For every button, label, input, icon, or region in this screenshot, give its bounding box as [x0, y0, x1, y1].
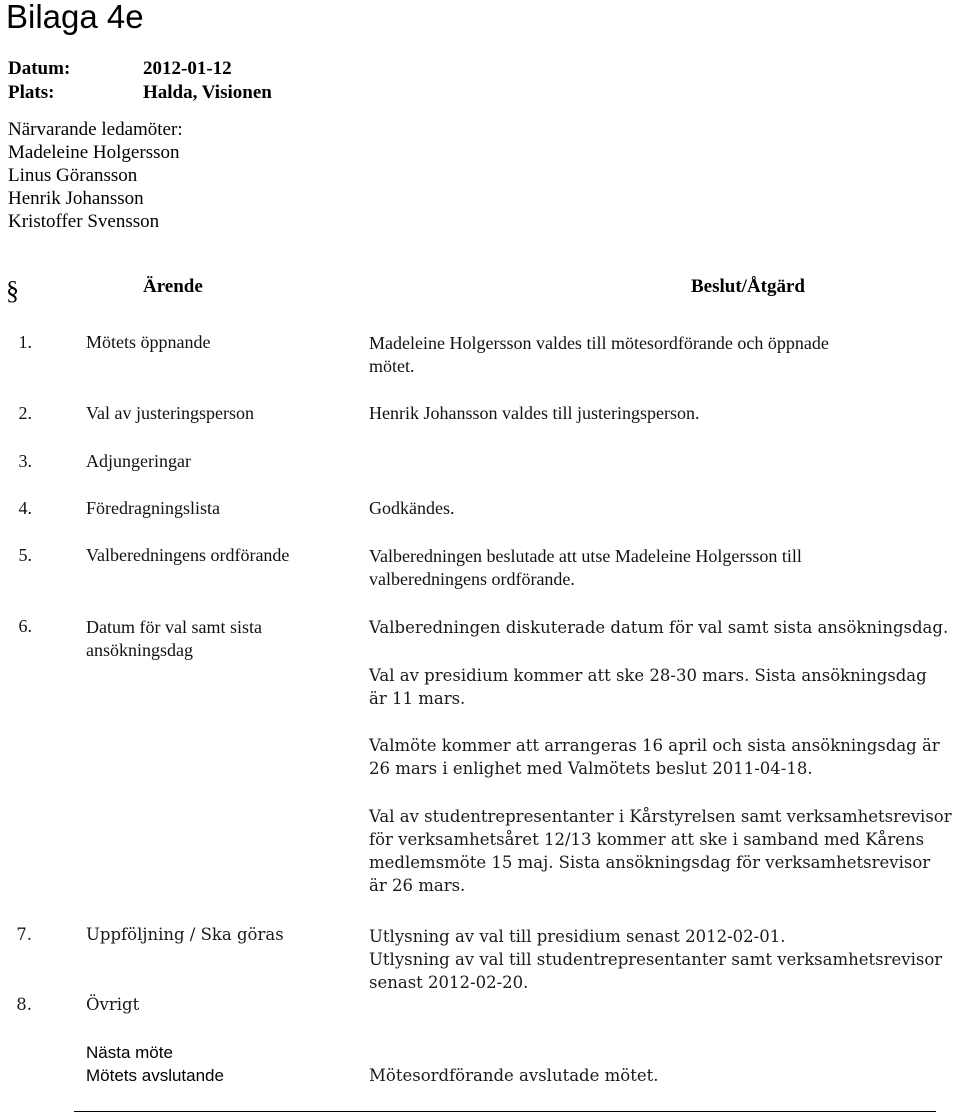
adjournment-label: Mötets avslutande [86, 1066, 224, 1085]
item-matter: Övrigt [86, 995, 140, 1014]
bottom-divider [74, 1111, 936, 1112]
item-matter: Föredragningslista [86, 498, 220, 518]
item-decision: Valberedningen beslutade att utse Madeleine Holgersson till valberedningens ordförande. [369, 546, 802, 589]
member-name: Henrik Johansson [8, 188, 144, 209]
item-matter: Datum för val samt sista ansökningsdag [86, 617, 262, 660]
member-name: Linus Göransson [8, 165, 138, 186]
item-decision: Utlysning av val till presidium senast 2012-02-01. Utlysning av val till studentrepresentanter samt verksamhetsrevisor senast 2012-02-20. [369, 927, 943, 992]
item-number: 3. [18, 451, 32, 471]
place-value: Halda, Visionen [143, 82, 272, 103]
members-heading: Närvarande ledamöter: [8, 119, 183, 140]
item-decision: Godkändes. [369, 498, 455, 518]
place-label: Plats: [8, 82, 55, 103]
item-matter: Uppföljning / Ska göras [86, 925, 284, 944]
item-decision: Valmöte kommer att arrangeras 16 april och sista ansökningsdag är 26 mars i enlighet med Valmötets beslut 2011-04-18. [369, 736, 940, 778]
item-number: 4. [18, 498, 32, 518]
section-symbol: § [6, 276, 19, 305]
item-number: 5. [18, 545, 32, 565]
item-number: 7. [16, 925, 32, 944]
item-number: 8. [16, 995, 32, 1014]
date-value: 2012-01-12 [143, 58, 232, 79]
next-meeting-label: Nästa möte [86, 1043, 173, 1062]
item-number: 1. [18, 332, 32, 352]
item-decision: Henrik Johansson valdes till justeringsperson. [369, 403, 700, 423]
item-decision: Valberedningen diskuterade datum för val samt sista ansökningsdag. [369, 618, 949, 637]
item-decision: Val av presidium kommer att ske 28-30 mars. Sista ansökningsdag är 11 mars. [369, 666, 927, 708]
item-matter: Adjungeringar [86, 451, 191, 471]
document-title: Bilaga 4e [6, 0, 144, 35]
item-number: 2. [18, 403, 32, 423]
item-matter: Mötets öppnande [86, 332, 211, 352]
column-header-decision: Beslut/Åtgärd [691, 276, 805, 297]
item-matter: Valberedningens ordförande [86, 545, 290, 565]
item-decision: Val av studentrepresentanter i Kårstyrelsen samt verksamhetsrevisor för verksamhetsåret 12/13 kommer att ske i samband med Kårens medlemsmöte 15 maj. Sista ansökningsdag för verksamhetsrevisor är 26 mars. [369, 807, 952, 895]
adjournment-decision: Mötesordförande avslutade mötet. [369, 1066, 659, 1085]
column-header-matter: Ärende [143, 276, 203, 297]
member-name: Madeleine Holgersson [8, 142, 180, 163]
item-number: 6. [18, 616, 32, 636]
member-name: Kristoffer Svensson [8, 211, 160, 232]
item-matter: Val av justeringsperson [86, 403, 254, 423]
date-label: Datum: [8, 58, 71, 79]
item-decision: Madeleine Holgersson valdes till mötesordförande och öppnade mötet. [369, 333, 829, 376]
members-list [8, 118, 183, 233]
